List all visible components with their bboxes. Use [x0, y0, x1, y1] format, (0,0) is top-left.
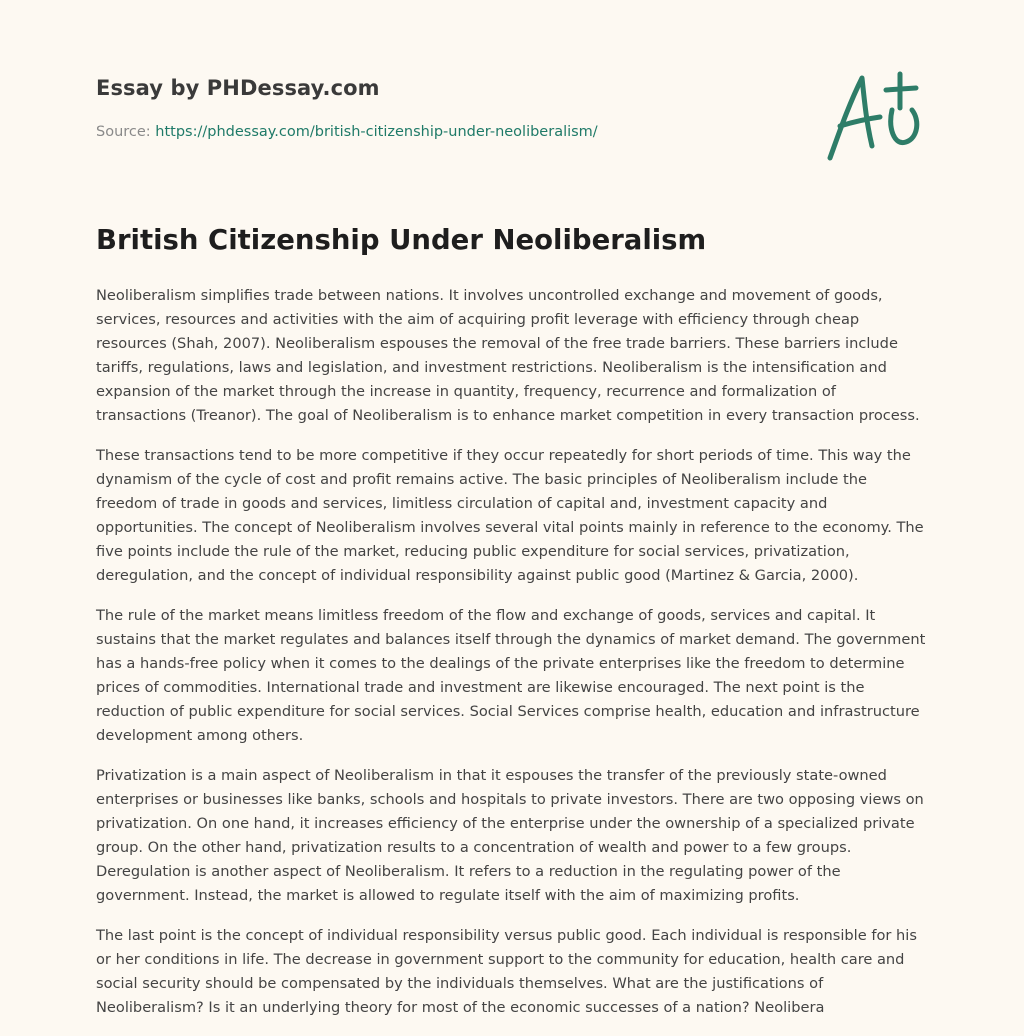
paragraph: These transactions tend to be more competitive if they occur repeatedly for short periods of time. This way the dynamism of the cycle of cost and profit remains active. The basic principles of Neoliberalism include the freedom of trade in goods and services, limitless circulation of capital and, investment capacity and opportunities. The concept of Neoliberalism involves several vital points mainly in reference to the economy. The five points include the rule of the market, reducing public expenditure for social services, privatization, deregulation, and the concept of individual responsibility against public good (Martinez & Garcia, 2000). [96, 447, 924, 584]
source-line [96, 124, 598, 140]
a-plus-logo-icon [818, 66, 930, 166]
paragraph: Privatization is a main aspect of Neoliberalism in that it espouses the transfer of the previously state-owned enterprises or businesses like banks, schools and hospitals to private investors. There are two opposing views on privatization. On one hand, it increases efficiency of the enterprise under the ownership of a specialized private group. On the other hand, privatization results to a concentration of wealth and power to a few groups. Deregulation is another aspect of Neoliberalism. It refers to a reduction in the regulating power of the government. Instead, the market is allowed to regulate itself with the aim of maximizing profits. [96, 767, 924, 904]
paragraph: Neoliberalism simplifies trade between nations. It involves uncontrolled exchange and movement of goods, services, resources and activities with the aim of acquiring profit leverage with efficiency through cheap resources (Shah, 2007). Neoliberalism espouses the removal of the free trade barriers. These barriers include tariffs, regulations, laws and legislation, and investment restrictions. Neoliberalism is the intensification and expansion of the market through the increase in quantity, frequency, recurrence and formalization of transactions (Treanor). The goal of Neoliberalism is to enhance market competition in every transaction process. [96, 287, 920, 424]
site-brand: Essay by PHDessay.com [96, 76, 380, 100]
source-label: Source: [96, 124, 151, 140]
essay-title: British Citizenship Under Neoliberalism [96, 224, 707, 256]
source-link[interactable]: https://phdessay.com/british-citizenship-under-neoliberalism/ [155, 124, 598, 140]
paragraph: The last point is the concept of individual responsibility versus public good. Each individual is responsible for his or her conditions in life. The decrease in government support to the community for education, health care and social security should be compensated by the individuals themselves. What are the justifications of Neoliberalism? Is it an underlying theory for most of the economic successes of a nation? Neolibera [96, 927, 917, 1016]
paragraph: The rule of the market means limitless freedom of the flow and exchange of goods, services and capital. It sustains that the market regulates and balances itself through the dynamics of market demand. The government has a hands-free policy when it comes to the dealings of the private enterprises like the freedom to determine prices of commodities. International trade and investment are likewise encouraged. The next point is the reduction of public expenditure for social services. Social Services comprise health, education and infrastructure development among others. [96, 607, 926, 744]
essay-body [96, 284, 928, 1036]
